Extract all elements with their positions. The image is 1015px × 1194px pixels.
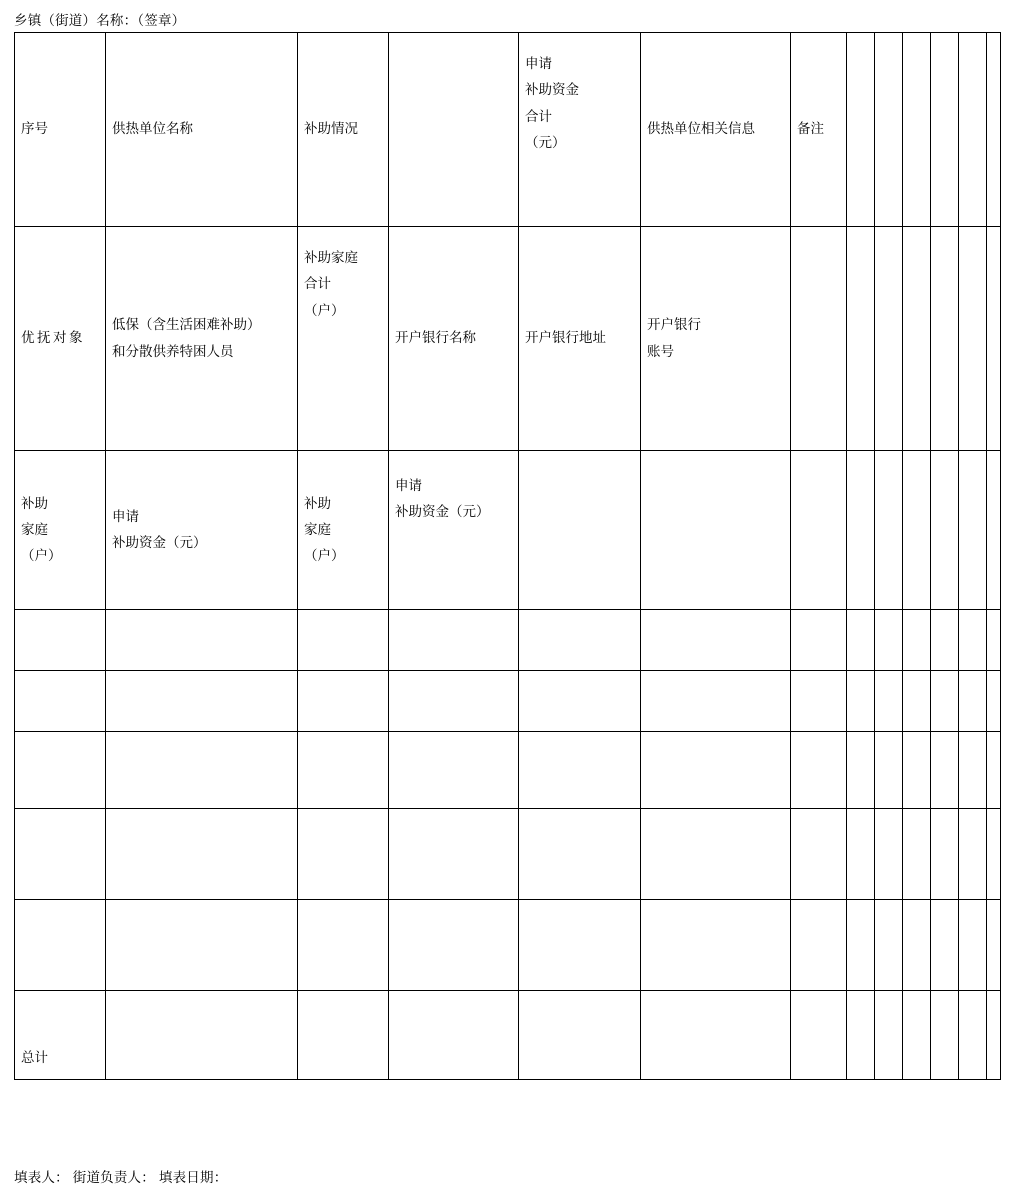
cell-empty[interactable] [519,671,641,732]
cell-empty[interactable] [791,610,847,671]
cell-empty[interactable] [15,809,106,900]
cell-preferential-care-target: 优抚对象 [15,227,106,451]
cell-blank-h3-6 [641,451,791,610]
cell-empty[interactable] [641,900,791,991]
cell-empty[interactable] [875,900,903,991]
cell-application-amount-2: 申请 补助资金（元） [389,451,519,610]
subsidy-application-table [14,32,1001,1080]
cell-total-value[interactable] [641,991,791,1080]
cell-blank-h2-11 [931,227,959,451]
cell-empty[interactable] [106,809,298,900]
cell-subsidized-households-total: 补助家庭 合计 （户） [298,227,389,451]
cell-total-label: 总计 [15,991,106,1080]
cell-blank-h1-8 [847,33,875,227]
cell-empty[interactable] [847,671,875,732]
cell-total-value[interactable] [519,991,641,1080]
cell-subsidy-status: 补助情况 [298,33,389,227]
cell-blank-h3-13 [987,451,1001,610]
cell-blank-h1-9 [875,33,903,227]
cell-empty[interactable] [847,610,875,671]
form-footer-line: 填表人： 街道负责人： 填表日期： [14,1170,228,1185]
table-row[interactable] [15,610,1001,671]
cell-empty[interactable] [987,809,1001,900]
cell-empty[interactable] [389,610,519,671]
cell-empty[interactable] [641,809,791,900]
cell-total-value[interactable] [847,991,875,1080]
cell-blank-h1-10 [903,33,931,227]
cell-empty[interactable] [641,671,791,732]
table-row-header-1 [15,33,1001,227]
cell-low-income-special-hardship: 低保（含生活困难补助） 和分散供养特困人员 [106,227,298,451]
cell-empty[interactable] [875,809,903,900]
cell-blank-h3-8 [847,451,875,610]
cell-empty[interactable] [903,809,931,900]
cell-empty[interactable] [389,809,519,900]
cell-empty[interactable] [298,732,389,809]
cell-empty[interactable] [959,732,987,809]
cell-bank-name: 开户银行名称 [389,227,519,451]
cell-blank-h3-7 [791,451,847,610]
cell-empty[interactable] [106,610,298,671]
cell-blank-h3-11 [931,451,959,610]
cell-empty[interactable] [875,732,903,809]
cell-total-value[interactable] [106,991,298,1080]
cell-empty[interactable] [903,900,931,991]
cell-total-value[interactable] [959,991,987,1080]
cell-blank-h3-12 [959,451,987,610]
cell-blank-h1-13 [987,33,1001,227]
cell-empty[interactable] [106,732,298,809]
cell-empty[interactable] [987,610,1001,671]
cell-empty[interactable] [519,732,641,809]
cell-total-value[interactable] [389,991,519,1080]
cell-blank-h2-10 [903,227,931,451]
cell-subsidized-households-2: 补助 家庭 （户） [298,451,389,610]
cell-empty[interactable] [791,671,847,732]
cell-total-value[interactable] [791,991,847,1080]
cell-empty[interactable] [791,732,847,809]
cell-blank-h2-13 [987,227,1001,451]
cell-empty[interactable] [987,732,1001,809]
cell-empty[interactable] [987,671,1001,732]
cell-total-value[interactable] [987,991,1001,1080]
cell-blank-header-1 [389,33,519,227]
cell-empty[interactable] [298,671,389,732]
cell-total-value[interactable] [931,991,959,1080]
cell-empty[interactable] [959,900,987,991]
cell-total-value[interactable] [875,991,903,1080]
cell-empty[interactable] [519,809,641,900]
cell-blank-h2-8 [847,227,875,451]
cell-blank-h1-12 [959,33,987,227]
cell-empty[interactable] [298,809,389,900]
cell-empty[interactable] [959,809,987,900]
cell-empty[interactable] [931,732,959,809]
cell-blank-h1-11 [931,33,959,227]
cell-empty[interactable] [903,671,931,732]
cell-empty[interactable] [959,671,987,732]
cell-empty[interactable] [298,900,389,991]
cell-empty[interactable] [903,610,931,671]
cell-empty[interactable] [15,732,106,809]
table-row-header-2 [15,227,1001,451]
cell-empty[interactable] [791,809,847,900]
cell-empty[interactable] [641,732,791,809]
cell-blank-h2-7 [791,227,847,451]
cell-empty[interactable] [931,671,959,732]
cell-serial-number: 序号 [15,33,106,227]
cell-empty[interactable] [298,610,389,671]
form-header-line: 乡镇（街道）名称：（签章） [14,13,186,28]
cell-application-total-amount: 申请 补助资金 合计 （元） [519,33,641,227]
cell-heating-unit-info: 供热单位相关信息 [641,33,791,227]
cell-empty[interactable] [903,732,931,809]
table-row[interactable] [15,900,1001,991]
cell-bank-address: 开户银行地址 [519,227,641,451]
table-row[interactable] [15,809,1001,900]
cell-empty[interactable] [519,610,641,671]
cell-application-amount-1: 申请 补助资金（元） [106,451,298,610]
cell-blank-h2-12 [959,227,987,451]
cell-empty[interactable] [875,671,903,732]
table-row[interactable] [15,671,1001,732]
cell-total-value[interactable] [298,991,389,1080]
cell-empty[interactable] [847,809,875,900]
cell-empty[interactable] [791,900,847,991]
cell-empty[interactable] [931,900,959,991]
cell-blank-h3-9 [875,451,903,610]
cell-empty[interactable] [389,671,519,732]
cell-empty[interactable] [15,671,106,732]
cell-empty[interactable] [519,900,641,991]
cell-empty[interactable] [847,732,875,809]
cell-heating-unit-name: 供热单位名称 [106,33,298,227]
cell-blank-h3-10 [903,451,931,610]
cell-empty[interactable] [641,610,791,671]
cell-empty[interactable] [15,900,106,991]
cell-empty[interactable] [959,610,987,671]
cell-total-value[interactable] [903,991,931,1080]
cell-empty[interactable] [15,610,106,671]
cell-subsidized-households-1: 补助 家庭 （户） [15,451,106,610]
table-row[interactable] [15,732,1001,809]
cell-empty[interactable] [389,732,519,809]
table-row-header-3 [15,451,1001,610]
cell-empty[interactable] [106,671,298,732]
cell-empty[interactable] [389,900,519,991]
cell-blank-h3-5 [519,451,641,610]
cell-bank-account: 开户银行 账号 [641,227,791,451]
cell-empty[interactable] [847,900,875,991]
cell-empty[interactable] [931,809,959,900]
cell-remarks: 备注 [791,33,847,227]
cell-empty[interactable] [875,610,903,671]
table-row-total[interactable] [15,991,1001,1080]
cell-empty[interactable] [106,900,298,991]
cell-empty[interactable] [987,900,1001,991]
cell-empty[interactable] [931,610,959,671]
cell-blank-h2-9 [875,227,903,451]
